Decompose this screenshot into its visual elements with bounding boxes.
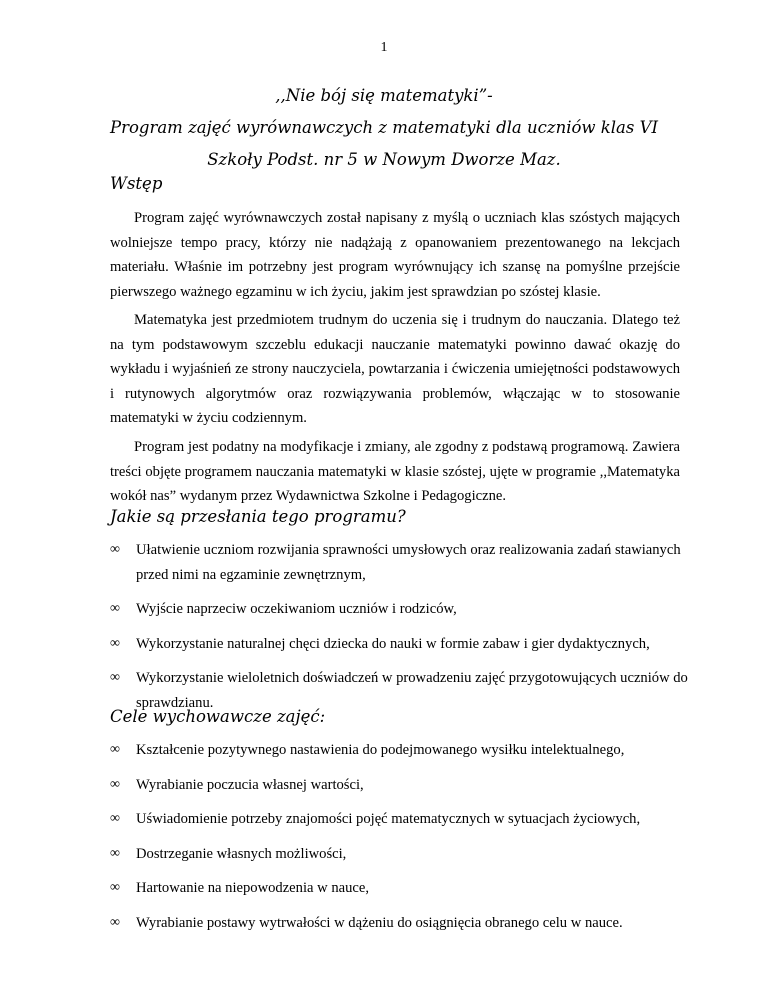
list-item-text: Wykorzystanie naturalnej chęci dziecka do nauki w formie zabaw i gier dydaktycznych, bbox=[136, 635, 650, 652]
list-item bbox=[110, 842, 690, 867]
intro-paragraph-2 bbox=[110, 308, 680, 431]
intro-heading: Wstęp bbox=[110, 174, 163, 193]
title-line-2: Program zajęć wyrównawczych z matematyki dla uczniów klas VI bbox=[109, 118, 659, 137]
goals-list bbox=[110, 738, 690, 945]
list-item-text: Wyrabianie poczucia własnej wartości, bbox=[136, 776, 364, 793]
infinity-icon: ∞ bbox=[110, 601, 120, 616]
list-item-text: Uświadomienie potrzeby znajomości pojęć matematycznych w sytuacjach życiowych, bbox=[136, 811, 641, 827]
page-number: 1 bbox=[380, 40, 388, 55]
infinity-icon: ∞ bbox=[110, 880, 120, 895]
list-item bbox=[110, 597, 690, 622]
goals-heading: Cele wychowawcze zajęć: bbox=[110, 707, 326, 726]
list-item bbox=[110, 911, 690, 936]
list-item bbox=[110, 538, 690, 587]
list-item-text: Dostrzeganie własnych możliwości, bbox=[136, 845, 347, 862]
list-item-text: Wykorzystanie wieloletnich doświadczeń w prowadzeniu zajęć przygotowujących uczniów do sprawdzianu. bbox=[136, 670, 688, 711]
infinity-icon: ∞ bbox=[110, 845, 120, 861]
messages-list bbox=[110, 538, 690, 725]
list-item-text: Ułatwienie uczniom rozwijania sprawności umysłowych oraz realizowania zadań stawianych przed nimi na egzaminie zewnętrznym, bbox=[136, 542, 681, 583]
intro-paragraph-1 bbox=[110, 206, 680, 304]
list-item-text: Hartowanie na niepowodzenia w nauce, bbox=[136, 880, 369, 896]
infinity-icon: ∞ bbox=[110, 811, 120, 826]
infinity-icon: ∞ bbox=[110, 776, 120, 792]
document-title bbox=[0, 80, 768, 176]
infinity-icon: ∞ bbox=[110, 742, 120, 757]
intro-paragraph-3 bbox=[110, 435, 680, 509]
list-item bbox=[110, 632, 690, 657]
intro-paragraph-2-text: Matematyka jest przedmiotem trudnym do uczenia się i trudnym do nauczania. Dlatego też na tym podstawowym szczeblu edukacji nauczanie matematyki powinno dawać okazję do wykładu i wyjaśnień ze strony nauczyciela, powtarzania i ćwiczenia umiejętności podstawowych i rutynowych algorytmów oraz rozwiązywania problemów, włączając w to stosowanie matematyki w życiu codziennym. bbox=[110, 312, 680, 426]
list-item-text: Wyjście naprzeciw oczekiwaniom uczniów i rodziców, bbox=[136, 601, 457, 617]
list-item-text: Wyrabianie postawy wytrwałości w dążeniu do osiągnięcia obranego celu w nauce. bbox=[136, 914, 623, 931]
list-item bbox=[110, 773, 690, 798]
infinity-icon: ∞ bbox=[110, 670, 120, 685]
infinity-icon: ∞ bbox=[110, 635, 120, 651]
title-line-3: Szkoły Podst. nr 5 w Nowym Dworze Maz. bbox=[207, 150, 561, 169]
list-item bbox=[110, 738, 690, 763]
list-item-text: Kształcenie pozytywnego nastawienia do podejmowanego wysiłku intelektualnego, bbox=[136, 742, 625, 758]
infinity-icon: ∞ bbox=[110, 542, 120, 557]
messages-heading: Jakie są przesłania tego programu? bbox=[110, 507, 406, 526]
list-item bbox=[110, 876, 690, 901]
intro-paragraph-1-text: Program zajęć wyrównawczych został napisany z myślą o uczniach klas szóstych mających wolniejsze tempo pracy, którzy nie nadążają z opanowaniem prezentowanego na lekcjach materiału. Właśnie im potrzebny jest program wyrównujący ich szansę na pomyślne przejście pierwszego ważnego egzaminu w ich życiu, jakim jest sprawdzian po szóstej klasie. bbox=[110, 210, 680, 300]
title-line-1: ,,Nie bój się matematyki”- bbox=[275, 86, 493, 105]
intro-paragraph-3-text: Program jest podatny na modyfikacje i zmiany, ale zgodny z podstawą programową. Zawiera treści objęte programem nauczania matematyki w klasie szóstej, ujęte w programie ,,Matematyka wokół nas” wydanym przez Wydawnictwa Szkolne i Pedagogiczne. bbox=[110, 439, 680, 504]
list-item bbox=[110, 807, 690, 832]
infinity-icon: ∞ bbox=[110, 914, 120, 930]
